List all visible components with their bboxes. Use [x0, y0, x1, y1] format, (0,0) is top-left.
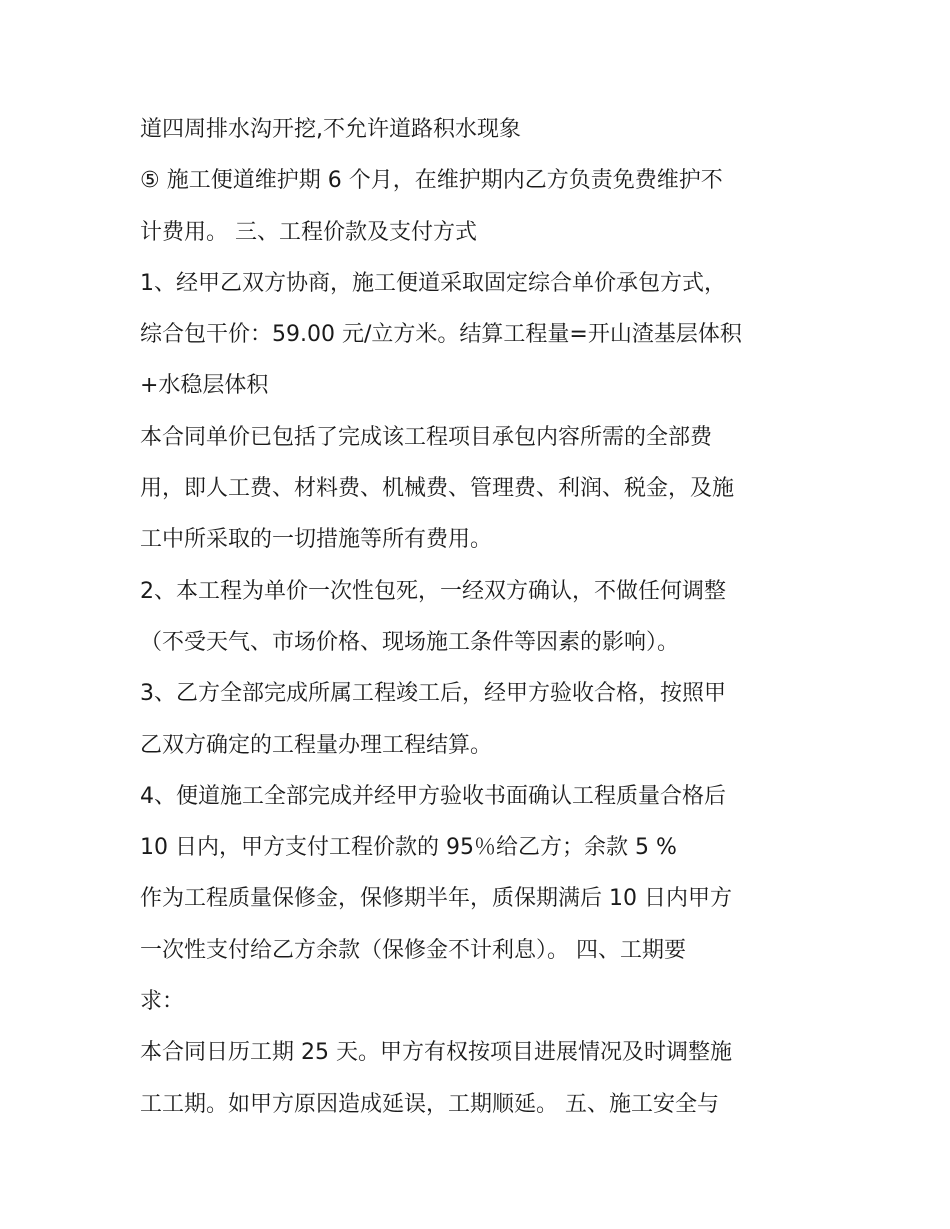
text-line: 工工期。如甲方原因造成延误，工期顺延。 五、施工安全与: [140, 1091, 719, 1117]
contract-text: [140, 108, 820, 1134]
text-line: 计费用。 三、工程价款及支付方式: [140, 219, 477, 245]
text-line: （不受天气、市场价格、现场施工条件等因素的影响）。: [140, 629, 680, 655]
text-line: 作为工程质量保修金，保修期半年，质保期满后 10 日内甲方: [140, 886, 732, 912]
text-line: 求：: [140, 989, 185, 1015]
text-line: 一次性支付给乙方余款（保修金不计利息）。 四、工期要: [140, 937, 686, 963]
text-line: 乙双方确定的工程量办理工程结算。: [140, 732, 493, 758]
text-line: 道四周排水沟开挖,不允许道路积水现象: [140, 117, 521, 142]
text-line: 2、本工程为单价一次性包死，一经双方确认，不做任何调整: [140, 578, 726, 604]
text-line: 3、乙方全部完成所属工程竣工后，经甲方验收合格，按照甲: [140, 681, 726, 707]
text-line: 1、经甲乙双方协商，施工便道采取固定综合单价承包方式，: [140, 270, 726, 296]
text-line: +水稳层体积: [140, 373, 269, 399]
text-line: 4、便道施工全部完成并经甲方验收书面确认工程质量合格后: [140, 783, 726, 809]
text-line: 本合同单价已包括了完成该工程项目承包内容所需的全部费: [140, 424, 713, 450]
text-line: 综合包干价：59.00 元/立方米。结算工程量=开山渣基层体积: [140, 322, 742, 348]
text-line: 工中所采取的一切措施等所有费用。: [140, 527, 493, 553]
text-line: 10 日内，甲方支付工程价款的 95％给乙方；余款 5 %: [140, 835, 677, 861]
text-line: 本合同日历工期 25 天。甲方有权按项目进展情况及时调整施: [140, 1040, 732, 1066]
text-line: ⑤ 施工便道维护期 6 个月，在维护期内乙方负责免费维护不: [140, 168, 723, 194]
text-line: 用，即人工费、材料费、机械费、管理费、利润、税金，及施: [140, 476, 735, 502]
